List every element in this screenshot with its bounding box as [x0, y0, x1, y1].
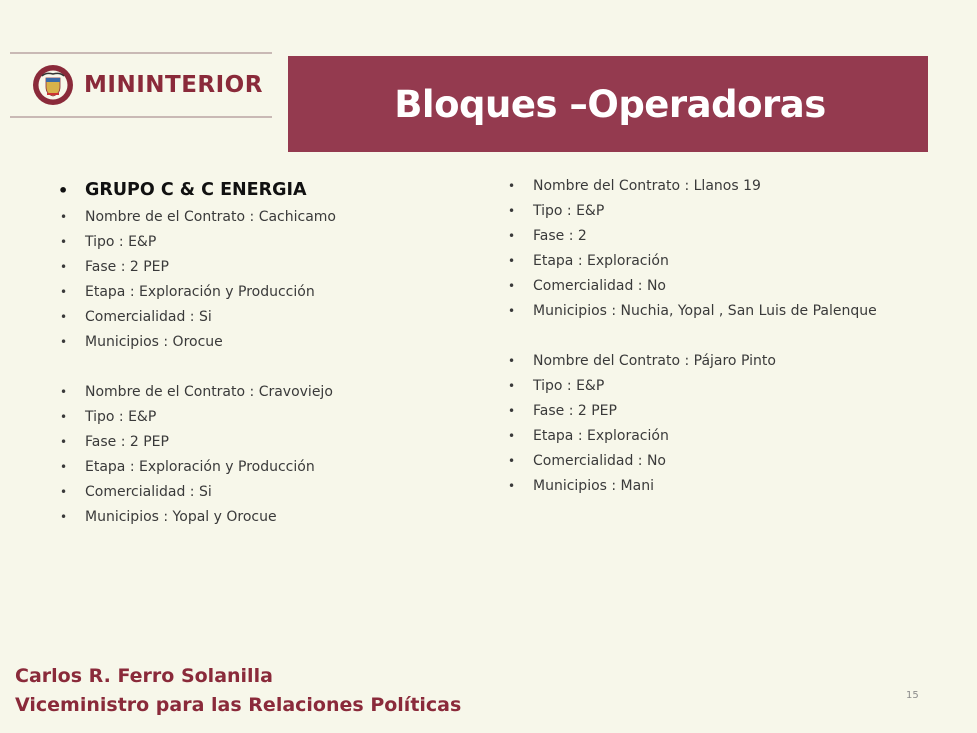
- list-item: • Tipo : E&P: [85, 405, 336, 430]
- list-item: • Nombre del Contrato : Llanos 19: [533, 174, 877, 199]
- list-item: • Tipo : E&P: [533, 199, 877, 224]
- list-item: • Etapa : Exploración: [533, 424, 877, 449]
- list-item: • Comercialidad : No: [533, 449, 877, 474]
- footer-signature: [15, 662, 461, 720]
- list-item: • Etapa : Exploración: [533, 249, 877, 274]
- list-item: • Fase : 2 PEP: [85, 255, 336, 280]
- list-item: • Etapa : Exploración y Producción: [85, 280, 336, 305]
- list-item: • Nombre de el Contrato : Cravoviejo: [85, 380, 336, 405]
- list-item: • Municipios : Orocue: [85, 330, 336, 355]
- list-item: • Tipo : E&P: [85, 230, 336, 255]
- list-item: • Comercialidad : Si: [85, 305, 336, 330]
- right-column-list: [533, 174, 877, 499]
- mininterior-logo: [10, 52, 272, 118]
- list-item: • Fase : 2 PEP: [533, 399, 877, 424]
- footer-role: Viceministro para las Relaciones Políticas: [15, 694, 462, 716]
- list-item: • Etapa : Exploración y Producción: [85, 455, 336, 480]
- list-item: • Nombre de el Contrato : Cachicamo: [85, 205, 336, 230]
- list-item: • Tipo : E&P: [533, 374, 877, 399]
- list-item: • Municipios : Nuchia, Yopal , San Luis de Palenque: [533, 299, 877, 324]
- footer-name: Carlos R. Ferro Solanilla: [15, 665, 273, 687]
- list-item: • Municipios : Yopal y Orocue: [85, 505, 336, 530]
- list-item: • Fase : 2: [533, 224, 877, 249]
- coat-of-arms-seal-icon: [32, 64, 74, 106]
- left-column-list: [85, 176, 336, 530]
- list-item: • Nombre del Contrato : Pájaro Pinto: [533, 349, 877, 374]
- page-number: 15: [906, 690, 919, 701]
- list-item: • Municipios : Mani: [533, 474, 877, 499]
- list-item: • Comercialidad : Si: [85, 480, 336, 505]
- list-item-group: • GRUPO C & C ENERGIA: [85, 176, 336, 205]
- title-banner: [288, 56, 928, 152]
- slide-title: Bloques –Operadoras: [394, 82, 826, 126]
- list-item: • Comercialidad : No: [533, 274, 877, 299]
- list-item: • Fase : 2 PEP: [85, 430, 336, 455]
- brand-name: MININTERIOR: [84, 72, 263, 98]
